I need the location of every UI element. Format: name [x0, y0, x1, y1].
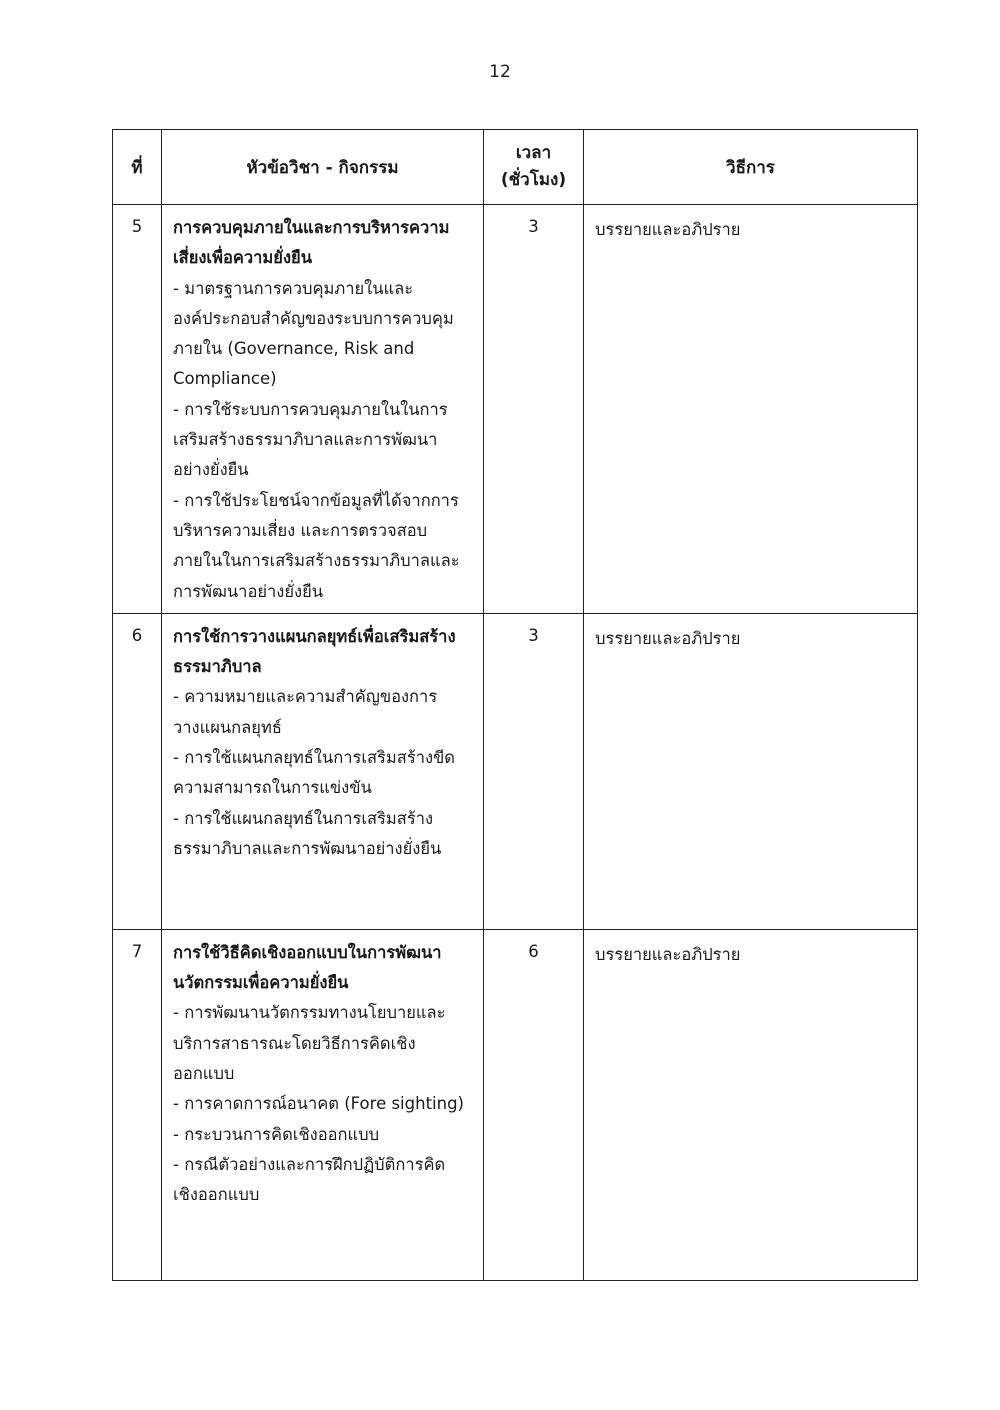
hours-cell: 6 — [484, 929, 584, 1280]
topic-detail-line: การพัฒนาอย่างยั่งยืน — [173, 581, 324, 601]
topic-title: นวัตกรรมเพื่อความยั่งยืน — [173, 973, 349, 993]
topic-detail-line: - กรณีตัวอย่างและการฝึกปฏิบัติการคิด — [173, 1154, 446, 1174]
topic-title: ธรรมาภิบาล — [173, 657, 262, 677]
topic-detail-line: วางแผนกลยุทธ์ — [173, 717, 282, 737]
topic-detail-line: ภายในในการเสริมสร้างธรรมาภิบาลและ — [173, 551, 460, 571]
curriculum-table — [112, 129, 918, 1281]
topic-detail-line: - การใช้ระบบการควบคุมภายในในการ — [173, 399, 448, 419]
header-no: ที่ — [113, 130, 162, 205]
topic-detail-line: บริการสาธารณะโดยวิธีการคิดเชิง — [173, 1033, 416, 1053]
table-row — [113, 613, 918, 929]
row-number: 7 — [113, 929, 162, 1280]
topic-cell — [162, 613, 484, 929]
header-time-unit: (ชั่วโมง) — [500, 170, 567, 190]
topic-detail-line: - มาตรฐานการควบคุมภายในและ — [173, 278, 414, 298]
topic-detail-line: ธรรมาภิบาลและการพัฒนาอย่างยั่งยืน — [173, 838, 442, 858]
topic-detail-line: - การใช้แผนกลยุทธ์ในการเสริมสร้าง — [173, 808, 434, 828]
hours-cell: 3 — [484, 613, 584, 929]
method-cell: บรรยายและอภิปราย — [584, 929, 918, 1280]
header-time-label: เวลา — [515, 143, 552, 163]
topic-detail-line: Compliance) — [173, 369, 277, 389]
table-row — [113, 205, 918, 614]
topic-detail-line: ความสามารถในการแข่งขัน — [173, 778, 372, 798]
topic-detail-line: - ความหมายและความสำคัญของการ — [173, 687, 438, 707]
topic-title: การควบคุมภายในและการบริหารความ — [173, 218, 450, 237]
topic-detail-line: ออกแบบ — [173, 1064, 235, 1084]
topic-title: เสี่ยงเพื่อความยั่งยืน — [173, 248, 312, 268]
topic-detail-line: เสริมสร้างธรรมาภิบาลและการพัฒนา — [173, 430, 438, 450]
header-row — [113, 130, 918, 205]
topic-cell — [162, 205, 484, 614]
page-number: 12 — [489, 62, 511, 82]
header-topic: หัวข้อวิชา - กิจกรรม — [162, 130, 484, 205]
topic-detail-line: องค์ประกอบสำคัญของระบบการควบคุม — [173, 308, 454, 328]
hours-cell: 3 — [484, 205, 584, 614]
header-time — [484, 130, 584, 205]
method-cell: บรรยายและอภิปราย — [584, 613, 918, 929]
topic-cell — [162, 929, 484, 1280]
row-number: 5 — [113, 205, 162, 614]
topic-detail-line: - กระบวนการคิดเชิงออกแบบ — [173, 1124, 380, 1144]
topic-title: การใช้การวางแผนกลยุทธ์เพื่อเสริมสร้าง — [173, 626, 456, 646]
topic-detail-line: - การพัฒนานวัตกรรมทางนโยบายและ — [173, 1003, 446, 1023]
table-row — [113, 929, 918, 1280]
topic-detail-line: ภายใน (Governance, Risk and — [173, 339, 415, 359]
topic-detail-line: - การคาดการณ์อนาคต (Fore sighting) — [173, 1094, 464, 1114]
topic-detail-line: อย่างยั่งยืน — [173, 460, 249, 480]
topic-title: การใช้วิธีคิดเชิงออกแบบในการพัฒนา — [173, 942, 442, 962]
row-number: 6 — [113, 613, 162, 929]
header-method: วิธีการ — [584, 130, 918, 205]
topic-detail-line: บริหารความเสี่ยง และการตรวจสอบ — [173, 520, 428, 540]
topic-detail-line: - การใช้ประโยชน์จากข้อมูลที่ได้จากการ — [173, 490, 459, 510]
topic-detail-line: เชิงออกแบบ — [173, 1185, 260, 1205]
topic-detail-line: - การใช้แผนกลยุทธ์ในการเสริมสร้างขีด — [173, 748, 456, 768]
method-cell: บรรยายและอภิปราย — [584, 205, 918, 614]
